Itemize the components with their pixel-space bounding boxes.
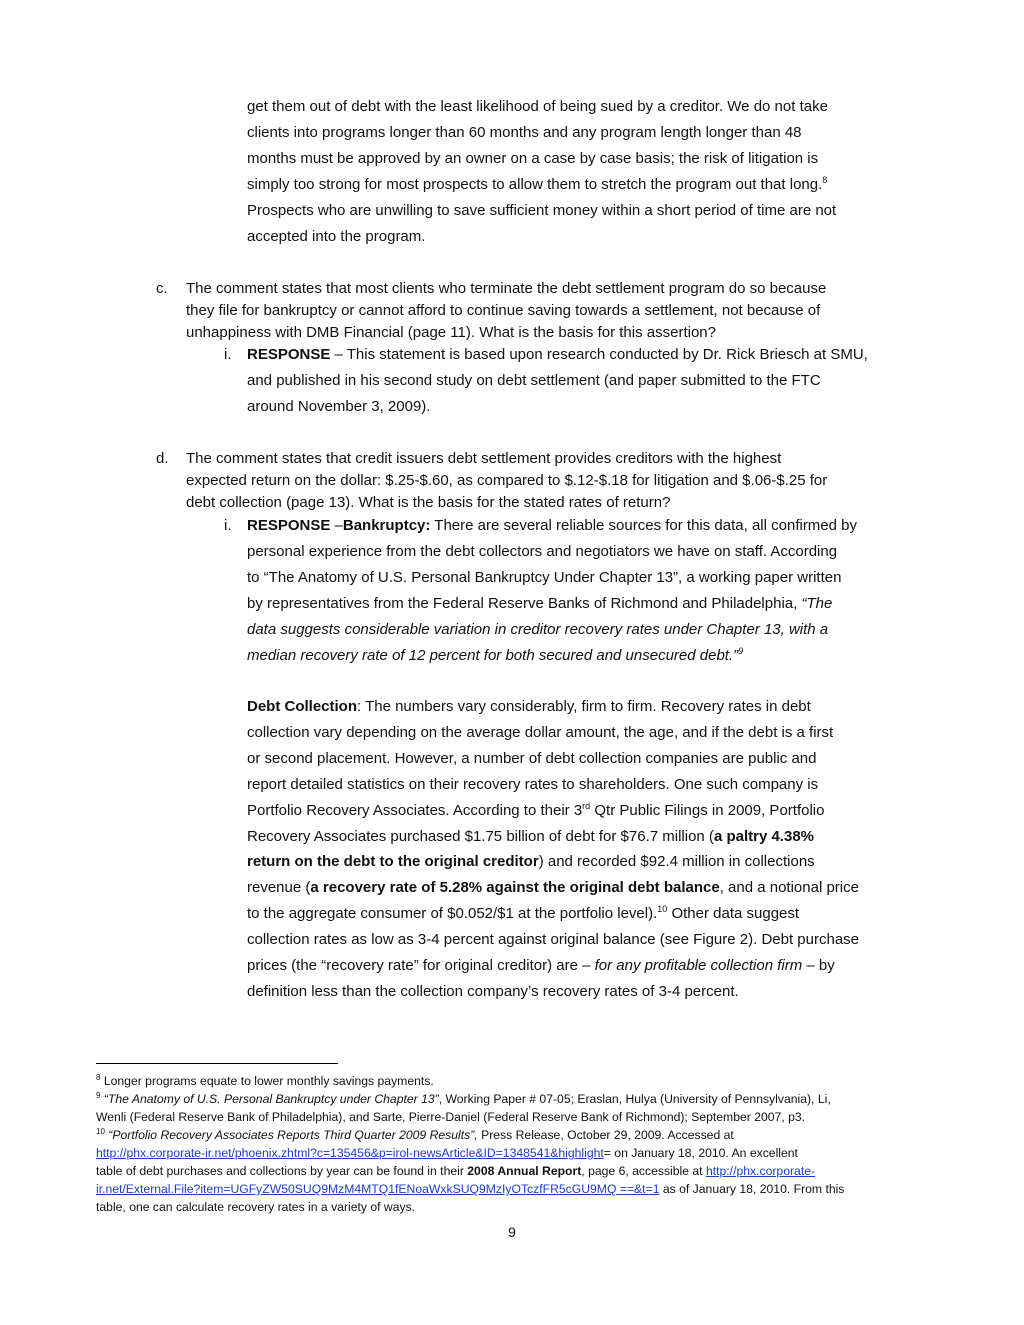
text-line: around November 3, 2009). (247, 398, 431, 415)
text-span: There are several reliable sources for this data, all confirmed by (430, 517, 857, 534)
sublist-marker: i. (224, 346, 232, 363)
text-span: – by (802, 957, 835, 974)
text-span: , page 6, accessible at (581, 1164, 706, 1178)
text-span: by representatives from the Federal Reserve Banks of Richmond and Philadelphia, (247, 595, 802, 612)
italic-span: for any profitable collection firm (594, 957, 803, 974)
text-span: Qtr Public Filings in 2009, Portfolio (590, 802, 825, 819)
footnote-10-cont (96, 1163, 815, 1179)
text-line: they file for bankruptcy or cannot afford to continue saving towards a settlement, not because of (186, 302, 821, 319)
text-span: = on January 18, 2010. An excellent (603, 1146, 798, 1160)
text-span: Press Release, October 29, 2009. Accessed at (477, 1128, 734, 1142)
text-span: – (330, 517, 343, 534)
text-span: to the aggregate consumer of $0.052/$1 at the portfolio level). (247, 905, 658, 922)
footnote-number: 8 (96, 1072, 101, 1082)
press-release-link[interactable]: http://phx.corporate-ir.net/phoenix.zhtml?c=135456&p=irol-newsArticle&ID=1348541&highlight (96, 1146, 604, 1160)
bold-span: 2008 Annual Report (467, 1164, 582, 1178)
text-line: accepted into the program. (247, 228, 426, 245)
footnote-number: 9 (96, 1090, 101, 1100)
footnote-10 (96, 1127, 734, 1143)
text-span: Portfolio Recovery Associates. According to their 3 (247, 802, 583, 819)
text-line: definition less than the collection company’s recovery rates of 3-4 percent. (247, 983, 739, 1000)
quote-span: median recovery rate of 12 percent for both secured and unsecured debt.” (247, 647, 739, 664)
ordinal-suffix: rd (582, 801, 591, 811)
footnote-8 (96, 1073, 434, 1089)
page-number: 9 (508, 1224, 516, 1240)
text-line (247, 904, 799, 924)
text-line: or second placement. However, a number of debt collection companies are public and (247, 750, 817, 767)
text-span: Recovery Associates purchased $1.75 billion of debt for $76.7 million ( (247, 828, 714, 845)
text-span: simply too strong for most prospects to allow them to stretch the program out that long. (247, 176, 823, 193)
response-label: RESPONSE (247, 346, 331, 363)
footnote-separator (96, 1063, 338, 1064)
text-span: revenue ( (247, 879, 311, 896)
text-span: Longer programs equate to lower monthly savings payments. (100, 1074, 434, 1088)
text-line: get them out of debt with the least likelihood of being sued by a creditor. We do not take (247, 98, 828, 115)
text-line: clients into programs longer than 60 months and any program length longer than 48 (247, 124, 802, 141)
footnote-9-cont: Wenli (Federal Reserve Bank of Philadelphia), and Sarte, Pierre-Daniel (Federal Reserve Bank of Richmond); September 2007, p3. (96, 1110, 806, 1124)
italic-span: “The Anatomy of U.S. Personal Bankruptcy under Chapter 13” (100, 1092, 439, 1106)
text-line: and published in his second study on debt settlement (and paper submitted to the FTC (247, 372, 821, 389)
text-line (247, 801, 824, 821)
footnote-ref-9[interactable]: 9 (738, 646, 744, 656)
footnote-9 (96, 1091, 831, 1107)
quote-span: “The (801, 595, 833, 612)
bold-span: a recovery rate of 5.28% against the original debt balance (310, 879, 720, 896)
text-line (247, 594, 832, 614)
quote-line (247, 646, 743, 666)
bold-span: a paltry 4.38% (713, 828, 814, 845)
list-marker: d. (156, 450, 169, 467)
text-line (247, 956, 835, 976)
italic-span: “Portfolio Recovery Associates Reports Third Quarter 2009 Results”, (104, 1128, 478, 1142)
quote-line: data suggests considerable variation in creditor recovery rates under Chapter 13, with a (247, 621, 829, 638)
text-span: Other data suggest (667, 905, 800, 922)
text-line: personal experience from the debt collectors and negotiators we have on staff. According (247, 543, 838, 560)
text-span: , and a notional price (719, 879, 859, 896)
text-line: Prospects who are unwilling to save sufficient money within a short period of time are not (247, 202, 837, 219)
footnote-number: 10 (96, 1126, 105, 1136)
text-line (247, 878, 859, 898)
text-line: The comment states that credit issuers debt settlement provides creditors with the highest (186, 450, 782, 467)
text-line (247, 827, 814, 847)
response-label: RESPONSE (247, 517, 331, 534)
footnote-10-cont (96, 1145, 798, 1161)
text-line: The comment states that most clients who terminate the debt settlement program do so because (186, 280, 827, 297)
list-marker: c. (156, 280, 168, 297)
text-span: – This statement is based upon research conducted by Dr. Rick Briesch at SMU, (330, 346, 868, 363)
footnote-ref-10[interactable]: 10 (657, 904, 668, 914)
text-line: months must be approved by an owner on a case by case basis; the risk of litigation is (247, 150, 819, 167)
bankruptcy-label: Bankruptcy: (342, 517, 431, 534)
text-line (247, 697, 811, 717)
text-line: debt collection (page 13). What is the basis for the stated rates of return? (186, 494, 671, 511)
annual-report-link[interactable]: ir.net/External.File?item=UGFyZW50SUQ9MzM4MTQ1fENoaWxkSUQ9MzIyOTczfFR5cGU9MQ ==&t=1 (96, 1182, 660, 1196)
sublist-marker: i. (224, 517, 232, 534)
text-span: as of January 18, 2010. From this (659, 1182, 845, 1196)
footnote-10-cont: table, one can calculate recovery rates in a variety of ways. (96, 1200, 416, 1214)
footnote-ref-8[interactable]: 8 (822, 175, 828, 185)
debt-collection-label: Debt Collection (247, 698, 358, 715)
text-line: to “The Anatomy of U.S. Personal Bankruptcy Under Chapter 13”, a working paper written (247, 569, 842, 586)
text-line: collection vary depending on the average dollar amount, the age, and if the debt is a first (247, 724, 834, 741)
text-line: report detailed statistics on their recovery rates to shareholders. One such company is (247, 776, 819, 793)
text-line: unhappiness with DMB Financial (page 11). What is the basis for this assertion? (186, 324, 716, 341)
text-span: , Working Paper # 07-05; Eraslan, Hulya (University of Pennsylvania), Li, (438, 1092, 831, 1106)
text-line (247, 516, 857, 536)
text-span: ) and recorded $92.4 million in collections (538, 853, 815, 870)
text-span: prices (the “recovery rate” for original creditor) are – (247, 957, 595, 974)
footnote-10-cont (96, 1181, 844, 1197)
text-line: expected return on the dollar: $.25-$.60, as compared to $.12-$.18 for litigation and $.06-$.25 for (186, 472, 828, 489)
annual-report-link[interactable]: http://phx.corporate- (705, 1164, 816, 1178)
bold-span: return on the debt to the original creditor (247, 853, 539, 870)
text-line: collection rates as low as 3-4 percent against original balance (see Figure 2). Debt purchase (247, 931, 859, 948)
text-span: : The numbers vary considerably, firm to firm. Recovery rates in debt (357, 698, 811, 715)
text-line (247, 345, 868, 365)
text-span: table of debt purchases and collections by year can be found in their (96, 1164, 468, 1178)
text-line (247, 175, 827, 195)
text-line (247, 852, 815, 872)
